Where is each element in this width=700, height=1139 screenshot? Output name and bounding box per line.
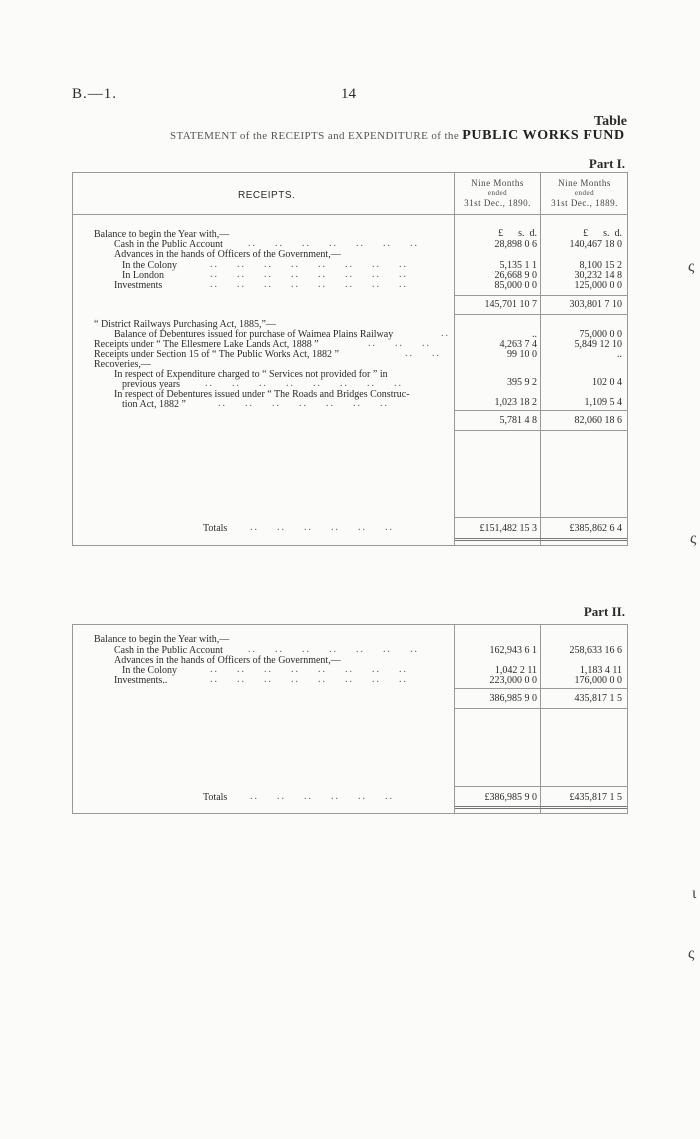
row-label: previous years [122, 379, 181, 390]
pence-sign: d. [614, 228, 622, 239]
currency-header-2 [542, 229, 622, 239]
col2-header-line1: Nine Months [558, 178, 611, 188]
total-1889: £435,817 1 5 [569, 792, 622, 803]
leader-dots: .. .. .. .. .. .. .. .. [210, 674, 408, 685]
row-label: Receipts under Section 15 of “ The Public Works Act, 1882 ” [94, 349, 339, 360]
amount-1890: 26,668 9 0 [494, 270, 537, 281]
col1-header-line1: Nine Months [471, 178, 524, 188]
leader-dots: .. .. .. .. .. .. .. [248, 238, 419, 249]
pound-sign: £ [583, 228, 589, 239]
row-label: Cash in the Public Account [114, 239, 223, 250]
currency-header-1 [458, 229, 537, 239]
statement-title [170, 128, 625, 144]
amount-1889: 125,000 0 0 [574, 280, 622, 291]
statement-fund: PUBLIC WORKS FUND [462, 128, 625, 143]
total-1890: £151,482 15 3 [479, 523, 537, 534]
row-label: In the Colony [122, 665, 177, 676]
row-label: In the Colony [122, 260, 177, 271]
row-label: Advances in the hands of Officers of the Government,— [114, 655, 341, 666]
row-label: In respect of Expenditure charged to “ Services not provided for ” in [114, 369, 388, 380]
subtotal-1889: 303,801 7 10 [569, 299, 622, 310]
statement-prefix: STATEMENT of the RECEIPTS and EXPENDITURE of the [170, 130, 460, 142]
total-1890: £386,985 9 0 [484, 792, 537, 803]
page-number: 14 [341, 86, 356, 102]
scan-mark: ς [688, 945, 695, 962]
row-label: Advances in the hands of Officers of the Government,— [114, 249, 341, 260]
leader-dots: .. .. .. .. .. .. .. .. [210, 664, 408, 675]
row-label: Balance of Debentures issued for purchase of Waimea Plains Railway [114, 329, 394, 340]
column-header-1889 [542, 178, 627, 208]
total-1889: £385,862 6 4 [569, 523, 622, 534]
row-label: Recoveries,— [94, 359, 151, 370]
amount-1889: 75,000 0 0 [579, 329, 622, 340]
pence-sign: d. [529, 228, 537, 239]
totals-label: Totals [203, 523, 228, 534]
amount-1889: 8,100 15 2 [579, 260, 622, 271]
subtotal-1890: 386,985 9 0 [489, 693, 537, 704]
totals-label: Totals [203, 792, 228, 803]
shilling-sign: s. [518, 228, 525, 239]
row-label: tion Act, 1882 ” [122, 399, 186, 410]
scan-mark: ς [688, 258, 695, 275]
leader-dots: .. .. .. .. .. .. .. [218, 398, 389, 409]
amount-1889: 258,633 16 6 [569, 645, 622, 656]
amount-1889: 102 0 4 [592, 377, 622, 388]
leader-dots: .. .. .. .. .. .. .. .. [210, 269, 408, 280]
amount-1889: 30,232 14 8 [574, 270, 622, 281]
col1-header-line2: ended [487, 189, 508, 197]
leader-dots: .. .. .. [368, 338, 431, 349]
row-label: Investments [114, 280, 163, 291]
row-label: Receipts under “ The Ellesmere Lake Lands Act, 1888 ” [94, 339, 319, 350]
amount-1889: 1,109 5 4 [584, 397, 622, 408]
amount-1889: .. [617, 349, 622, 360]
leader-dots: .. .. [405, 348, 441, 359]
row-label: In respect of Debentures issued under “ The Roads and Bridges Construc- [114, 389, 410, 400]
amount-1890: 28,898 0 6 [494, 239, 537, 250]
amount-1890: 4,263 7 4 [499, 339, 537, 350]
leader-dots: .. .. .. .. .. .. [250, 791, 394, 802]
amount-1890: 223,000 0 0 [489, 675, 537, 686]
scan-mark: ι [692, 885, 697, 902]
shilling-sign: s. [603, 228, 610, 239]
amount-1889: 5,849 12 10 [574, 339, 622, 350]
leader-dots: .. .. .. .. .. .. .. [248, 644, 419, 655]
amount-1890: 5,135 1 1 [499, 260, 537, 271]
leader-dots: .. .. .. .. .. .. [250, 522, 394, 533]
table-word: Table [594, 114, 627, 129]
col2-header-line2: ended [574, 189, 595, 197]
row-label: Investments.. [114, 675, 168, 686]
scan-mark: ς [690, 530, 697, 547]
leader-dots: .. [441, 328, 450, 339]
row-label: In London [122, 270, 164, 281]
amount-1889: 140,467 18 0 [569, 239, 622, 250]
part-1-label: Part I. [588, 156, 625, 171]
subtotal-1890: 5,781 4 8 [499, 415, 537, 426]
subtotal-1890: 145,701 10 7 [484, 299, 537, 310]
subtotal-1889: 82,060 18 6 [574, 415, 622, 426]
amount-1890: 1,042 2 11 [494, 665, 537, 676]
amount-1890: 99 10 0 [507, 349, 537, 360]
amount-1890: .. [532, 329, 537, 340]
amount-1889: 1,183 4 11 [579, 665, 622, 676]
col2-header-line3: 31st Dec., 1889. [551, 198, 618, 208]
col1-header-line3: 31st Dec., 1890. [464, 198, 531, 208]
pound-sign: £ [498, 228, 504, 239]
receipts-heading: RECEIPTS. [238, 190, 296, 201]
leader-dots: .. .. .. .. .. .. .. .. [210, 279, 408, 290]
amount-1890: 85,000 0 0 [494, 280, 537, 291]
amount-1890: 395 9 2 [507, 377, 537, 388]
part-2-label: Part II. [583, 604, 625, 619]
leader-dots: .. .. .. .. .. .. .. .. [210, 259, 408, 270]
leader-dots: .. .. .. .. .. .. .. .. [205, 378, 403, 389]
row-label: “ District Railways Purchasing Act, 1885,”— [94, 319, 276, 330]
subtotal-1889: 435,817 1 5 [574, 693, 622, 704]
amount-1889: 176,000 0 0 [574, 675, 622, 686]
document-reference: B.—1. [72, 86, 118, 102]
amount-1890: 162,943 6 1 [489, 645, 537, 656]
amount-1890: 1,023 18 2 [494, 397, 537, 408]
row-label: Cash in the Public Account [114, 645, 223, 656]
row-label: Balance to begin the Year with,— [94, 229, 230, 240]
column-header-1890 [456, 178, 539, 208]
row-label: Balance to begin the Year with,— [94, 634, 230, 645]
